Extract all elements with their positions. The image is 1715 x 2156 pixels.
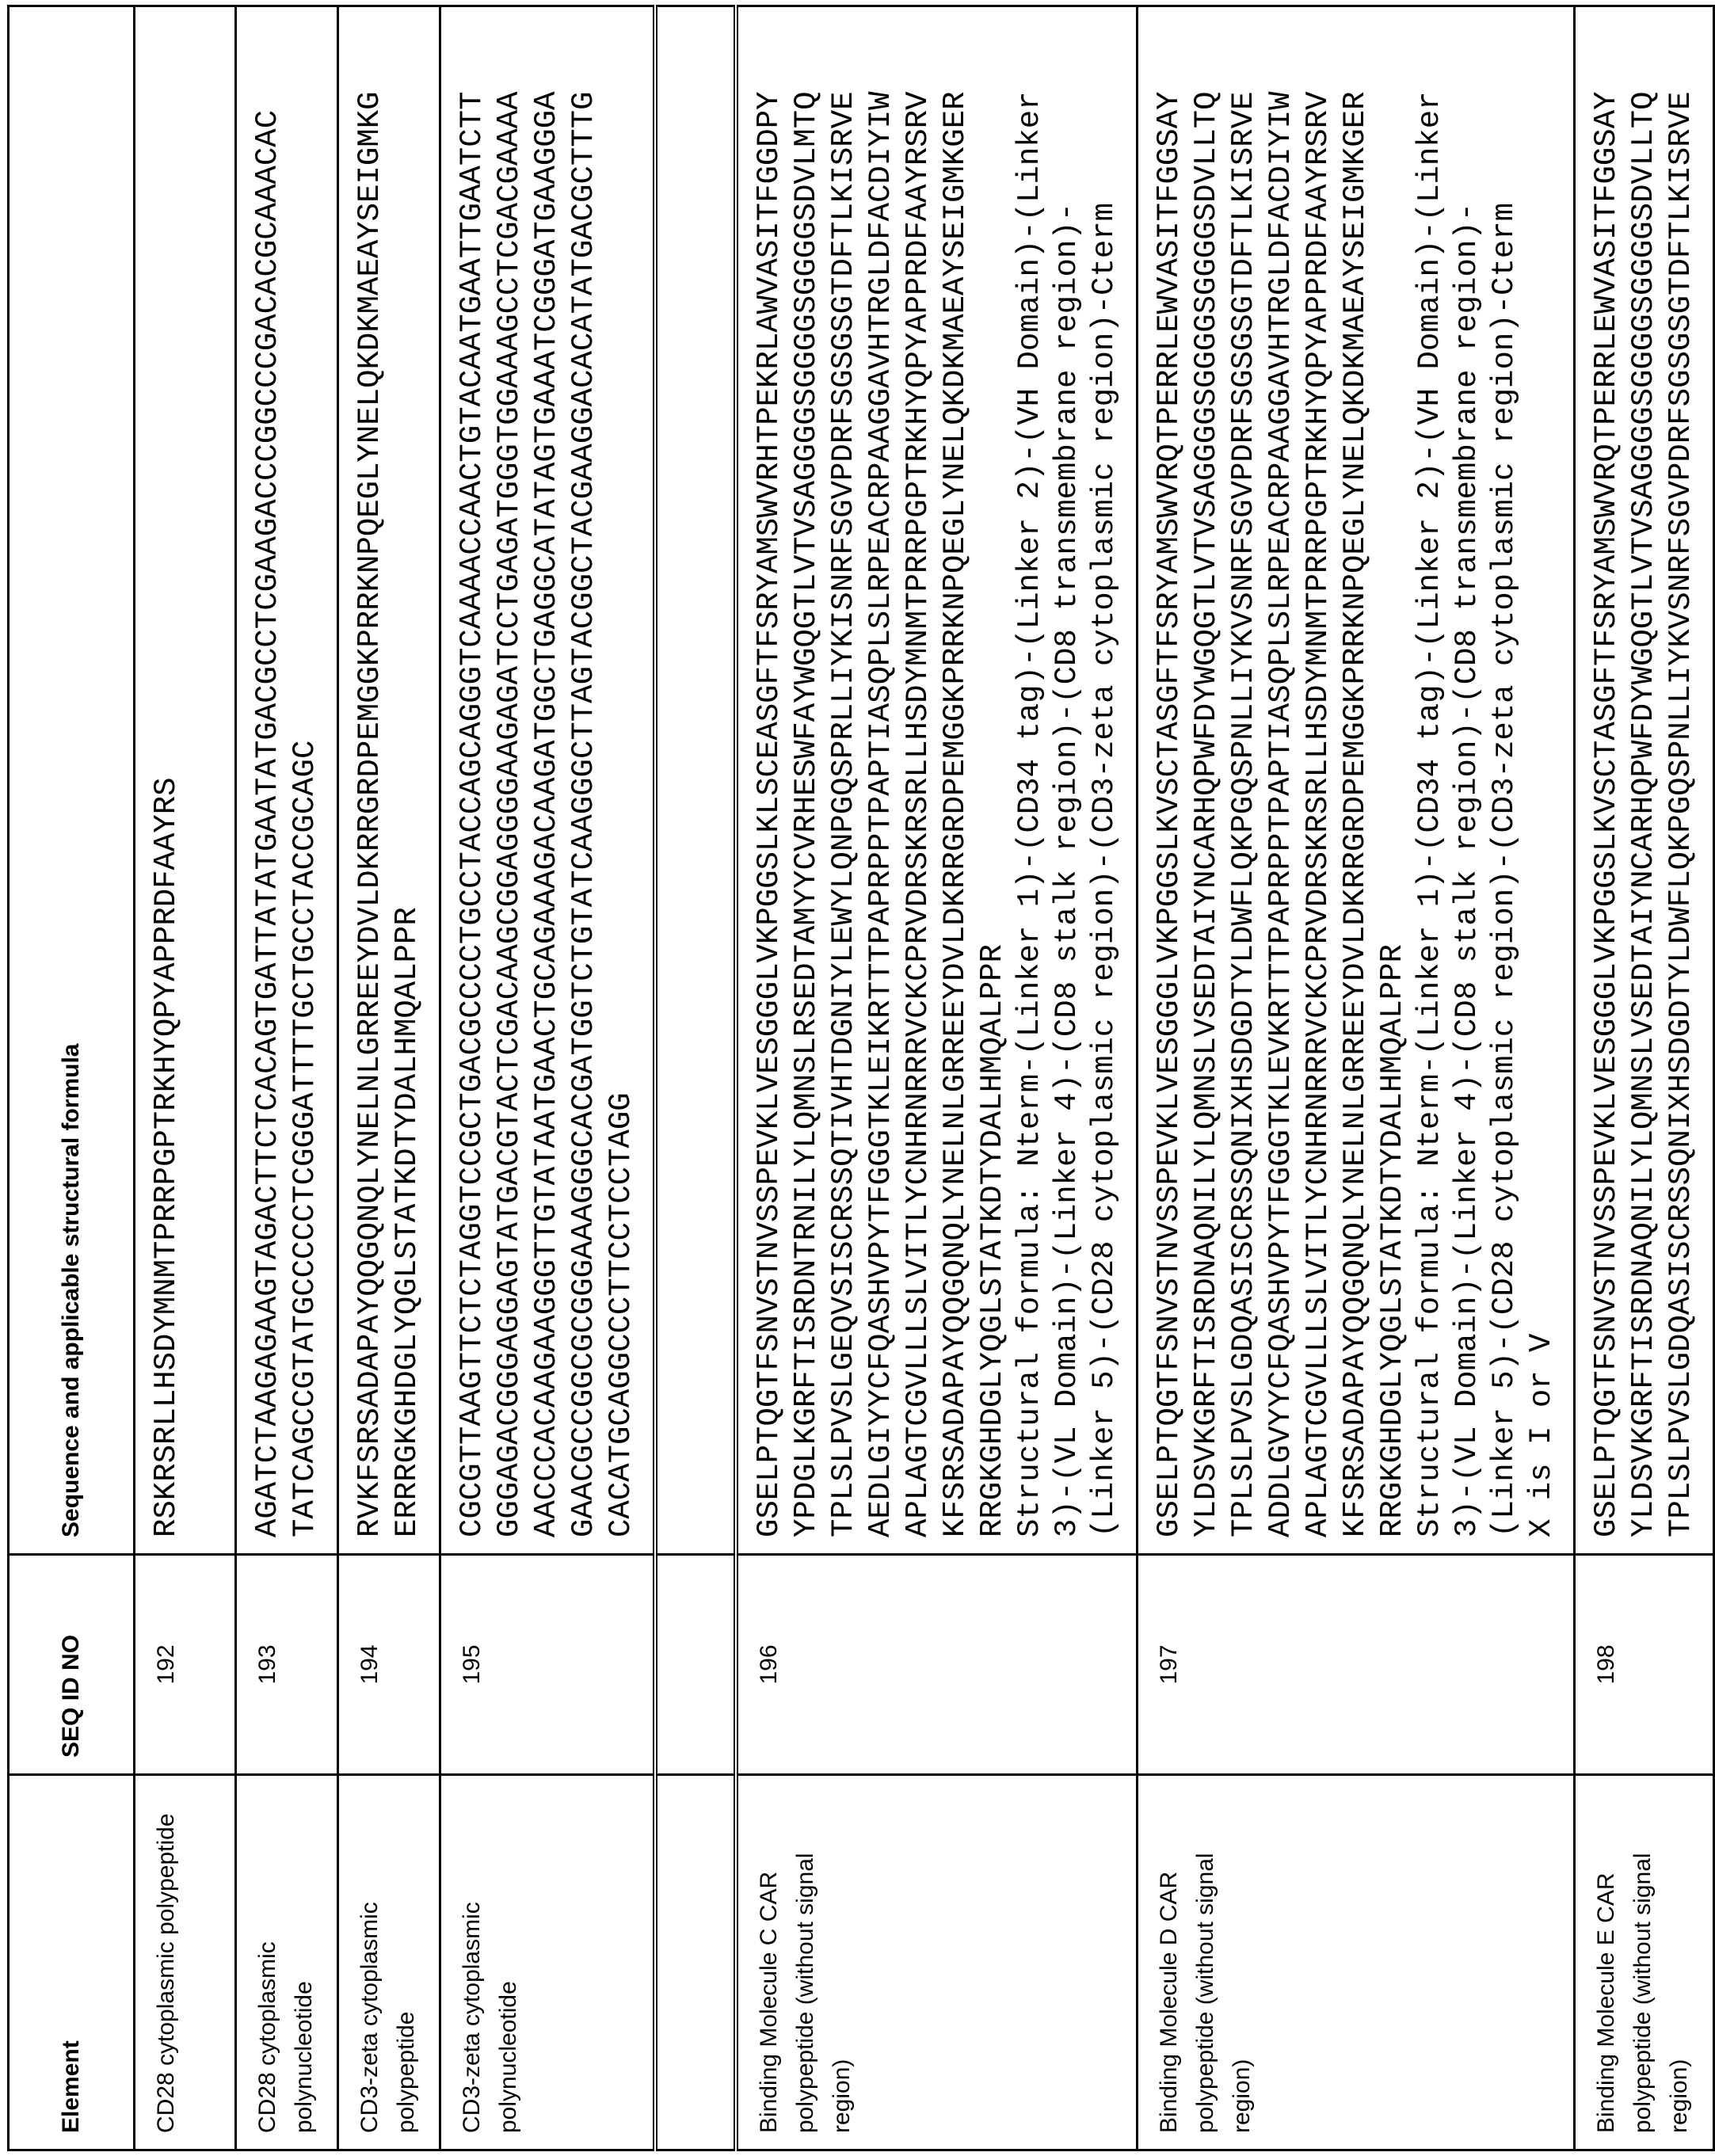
sequence-line: KFSRSADAPAYQQGQNQLYNELNLGRREEYDVLDKRRGRDPEMGGKPRRKNPQEGLYNELQKDKMAEAYSEIGMKGER bbox=[937, 23, 974, 1537]
separator-row bbox=[655, 6, 736, 2150]
table-row bbox=[440, 6, 656, 2150]
sequence-line: RSKRSRLLHSDYMNMTPRRPGPTRKHYQPYAPPRDFAAYRS bbox=[148, 23, 185, 1537]
element-cell: Binding Molecule E CAR polypeptide (without signal region) bbox=[1575, 1775, 1714, 2150]
seq-id-cell: 192 bbox=[135, 1555, 236, 1775]
seq-id-cell: 195 bbox=[440, 1555, 656, 1775]
empty-cell bbox=[655, 6, 736, 1555]
table-header-row bbox=[9, 6, 135, 2150]
seq-id-cell: 193 bbox=[236, 1555, 338, 1775]
sequence-line: X is I or V bbox=[1523, 23, 1561, 1537]
sequence-line: GAACGCCGGCGCGGGAAAGGGCACGATGGTCTGTATCAAGGGCTTAGTACGGCTACGAAGGACACATATGACGCTTTG bbox=[566, 23, 603, 1537]
sequence-table bbox=[7, 5, 1715, 2151]
table-row bbox=[736, 6, 1138, 2150]
sequence-cell bbox=[338, 6, 440, 1555]
table-row bbox=[1575, 6, 1714, 2150]
header-element: Element bbox=[9, 1775, 135, 2150]
sequence-line: TPLSLPVSLGDQASISCRSSQNIXHSDGDTYLDWFLQKPGQSPNLLIYKVSNRFSGVPDRFSGSGSGTDFTLKISRVE bbox=[1663, 23, 1700, 1537]
seq-id-cell: 197 bbox=[1138, 1555, 1575, 1775]
sequence-line: AACCCACAAGAAGGGTTGTATAATGAACTGCAGAAAGACAAGATGGCTGAGGCATATAGTGAAATCGGGATGAAGGGA bbox=[528, 23, 566, 1537]
sequence-line: (Linker 5)-(CD28 cytoplasmic region)-(CD3-zeta cytoplasmic region)-Cterm bbox=[1486, 23, 1523, 1537]
seq-id-cell: 198 bbox=[1575, 1555, 1714, 1775]
table-row bbox=[1138, 6, 1575, 2150]
sequence-line: APLAGTCGVLLLSLVITLYCNHRNRRRVCKCPRVDRSKRSRLLHSDYMNMTPRRPGPTRKHYQPYAPPRDFAAYRSRV bbox=[900, 23, 937, 1537]
sequence-line: GSELPTQGTFSNVSTNVSSPEVKLVESGGGLVKPGGSLKLSCEASGFTFSRYAMSWVRHTPEKRLAWVASITFGGDPY bbox=[751, 23, 788, 1537]
sequence-line: YLDSVKGRFTISRDNAQNILYLQMNSLVSEDTAIYNCARHQPWFDYWGQGTLVTVSAGGGGSGGGGSGGGGSDVLLTQ bbox=[1188, 23, 1225, 1537]
sequence-cell bbox=[736, 6, 1138, 1555]
sequence-line: Structural formula: Nterm-(Linker 1)-(CD34 tag)-(Linker 2)-(VH Domain)-(Linker bbox=[1012, 23, 1049, 1537]
empty-cell bbox=[655, 1775, 736, 2150]
header-sequence: Sequence and applicable structural formula bbox=[9, 6, 135, 1555]
sequence-line: GGGAGACGGGAGGAGTATGACGTACTCGACAAGCGGAGGGGAAGAGATCCTGAGATGGGTGGAAAGCCTCGACGAAAA bbox=[491, 23, 528, 1537]
sequence-line: YLDSVKGRFTISRDNAQNILYLQMNSLVSEDTAIYNCARHQPWFDYWGQGTLVTVSAGGGGSGGGGSGGGGSDVLLTQ bbox=[1625, 23, 1663, 1537]
header-seq-id: SEQ ID NO bbox=[9, 1555, 135, 1775]
sequence-line: AEDLGIYYCFQASHVPYTFGGGTKLEIKRTTTPAPRPPTPAPTIASQPLSLRPEACRPAAGGAVHTRGLDFACDIYIW bbox=[863, 23, 900, 1537]
table-body bbox=[135, 6, 1714, 2150]
sequence-line: APLAGTCGVLLLSLVITLYCNHRNRRRVCKCPRVDRSKRSRLLHSDYMNMTPRRPGPTRKHYQPYAPPRDFAAYRSRV bbox=[1300, 23, 1337, 1537]
table-row bbox=[135, 6, 236, 2150]
sequence-line: YPDGLKGRFTISRDNTRNILYLQMNSLRSEDTAMYYCVRHESWFAYWGQGTLVTVSAGGGGSGGGGSGGGGSDVLMTQ bbox=[788, 23, 825, 1537]
sequence-line: (Linker 5)-(CD28 cytoplasmic region)-(CD3-zeta cytoplasmic region)-Cterm bbox=[1086, 23, 1123, 1537]
sequence-line: TPLSLPVSLGEQVSISCRSSQTIVHTDGNIYLEWYLQNPGQSPRLLIYKISNRFSGVPDRFSGSGSGTDFTLKISRVE bbox=[825, 23, 863, 1537]
sequence-cell bbox=[1138, 6, 1575, 1555]
sequence-cell bbox=[440, 6, 656, 1555]
sequence-line: GSELPTQGTFSNVSTNVSSPEVKLVESGGGLVKPGGSLKVSCTASGFTFSRYAMSWVRQTPERRLEWVASITFGGSAY bbox=[1151, 23, 1188, 1537]
sequence-line: RRGKGHDGLYQGLSTATKDTYDALHMQALPPR bbox=[974, 23, 1012, 1537]
sequence-line: ERRRGKGHDGLYQGLSTATKDTYDALHMQALPPR bbox=[389, 23, 426, 1537]
sequence-line: 3)-(VL Domain)-(Linker 4)-(CD8 stalk region)-(CD8 transmembrane region)- bbox=[1049, 23, 1086, 1537]
sequence-line: TATCAGCCGTATGCCCCCTCGGGATTTTGCTGCCTACCGCAGC bbox=[287, 23, 324, 1537]
sequence-line: KFSRSADAPAYQQGQNQLYNELNLGRREEYDVLDKRRGRDPEMGGKPRRKNPQEGLYNELQKDKMAEAYSEIGMKGER bbox=[1337, 23, 1374, 1537]
sequence-line: TPLSLPVSLGDQASISCRSSQNIXHSDGDTYLDWFLQKPGQSPNLLIYKVSNRFSGVPDRFSGSGSGTDFTLKISRVE bbox=[1225, 23, 1263, 1537]
element-cell: Binding Molecule C CAR polypeptide (without signal region) bbox=[736, 1775, 1138, 2150]
table-row bbox=[338, 6, 440, 2150]
element-cell: CD3-zeta cytoplasmic polynucleotide bbox=[440, 1775, 656, 2150]
empty-cell bbox=[655, 1555, 736, 1775]
sequence-line: ADDLGVYYCFQASHVPYTFGGGTKLEVKRTTTPAPRPPTPAPTIASQPLSLRPEACRPAAGGAVHTRGLDFACDIYIW bbox=[1263, 23, 1300, 1537]
sequence-line: CACATGCAGGCCCTTCCTCCTAGG bbox=[603, 23, 640, 1537]
rotated-page bbox=[7, 7, 1623, 2151]
element-cell: CD28 cytoplasmic polynucleotide bbox=[236, 1775, 338, 2150]
table-row bbox=[236, 6, 338, 2150]
sequence-line: 3)-(VL Domain)-(Linker 4)-(CD8 stalk region)-(CD8 transmembrane region)- bbox=[1449, 23, 1486, 1537]
sequence-cell bbox=[1575, 6, 1714, 1555]
sequence-line: CGCGTTAAGTTCTCTAGGTCCGCTGACGCCCCTGCCTACCAGCAGGGTCAAAACCAACTGTACAATGAATTGAATCTT bbox=[454, 23, 491, 1537]
sequence-cell bbox=[236, 6, 338, 1555]
element-cell: Binding Molecule D CAR polypeptide (without signal region) bbox=[1138, 1775, 1575, 2150]
sequence-line: GSELPTQGTFSNVSTNVSSPEVKLVESGGGLVKPGGSLKVSCTASGFTFSRYAMSWVRQTPERRLEWVASITFGGSAY bbox=[1588, 23, 1625, 1537]
sequence-line: Structural formula: Nterm-(Linker 1)-(CD34 tag)-(Linker 2)-(VH Domain)-(Linker bbox=[1412, 23, 1449, 1537]
element-cell: CD3-zeta cytoplasmic polypeptide bbox=[338, 1775, 440, 2150]
seq-id-cell: 196 bbox=[736, 1555, 1138, 1775]
sequence-line: RVKFSRSADAPAYQQGQNQLYNELNLGRREEYDVLDKRRGRDPEMGGKPRRKNPQEGLYNELQKDKMAEAYSEIGMKG bbox=[352, 23, 389, 1537]
seq-id-cell: 194 bbox=[338, 1555, 440, 1775]
sequence-line: AGATCTAAGAGAAGTAGACTTCTCACAGTGATTATATGAATATGACGCCTCGAAGACCCGGCCCGACACGCAAACAC bbox=[250, 23, 287, 1537]
sequence-line: RRGKGHDGLYQGLSTATKDTYDALHMQALPPR bbox=[1374, 23, 1412, 1537]
element-cell: CD28 cytoplasmic polypeptide bbox=[135, 1775, 236, 2150]
sequence-cell bbox=[135, 6, 236, 1555]
